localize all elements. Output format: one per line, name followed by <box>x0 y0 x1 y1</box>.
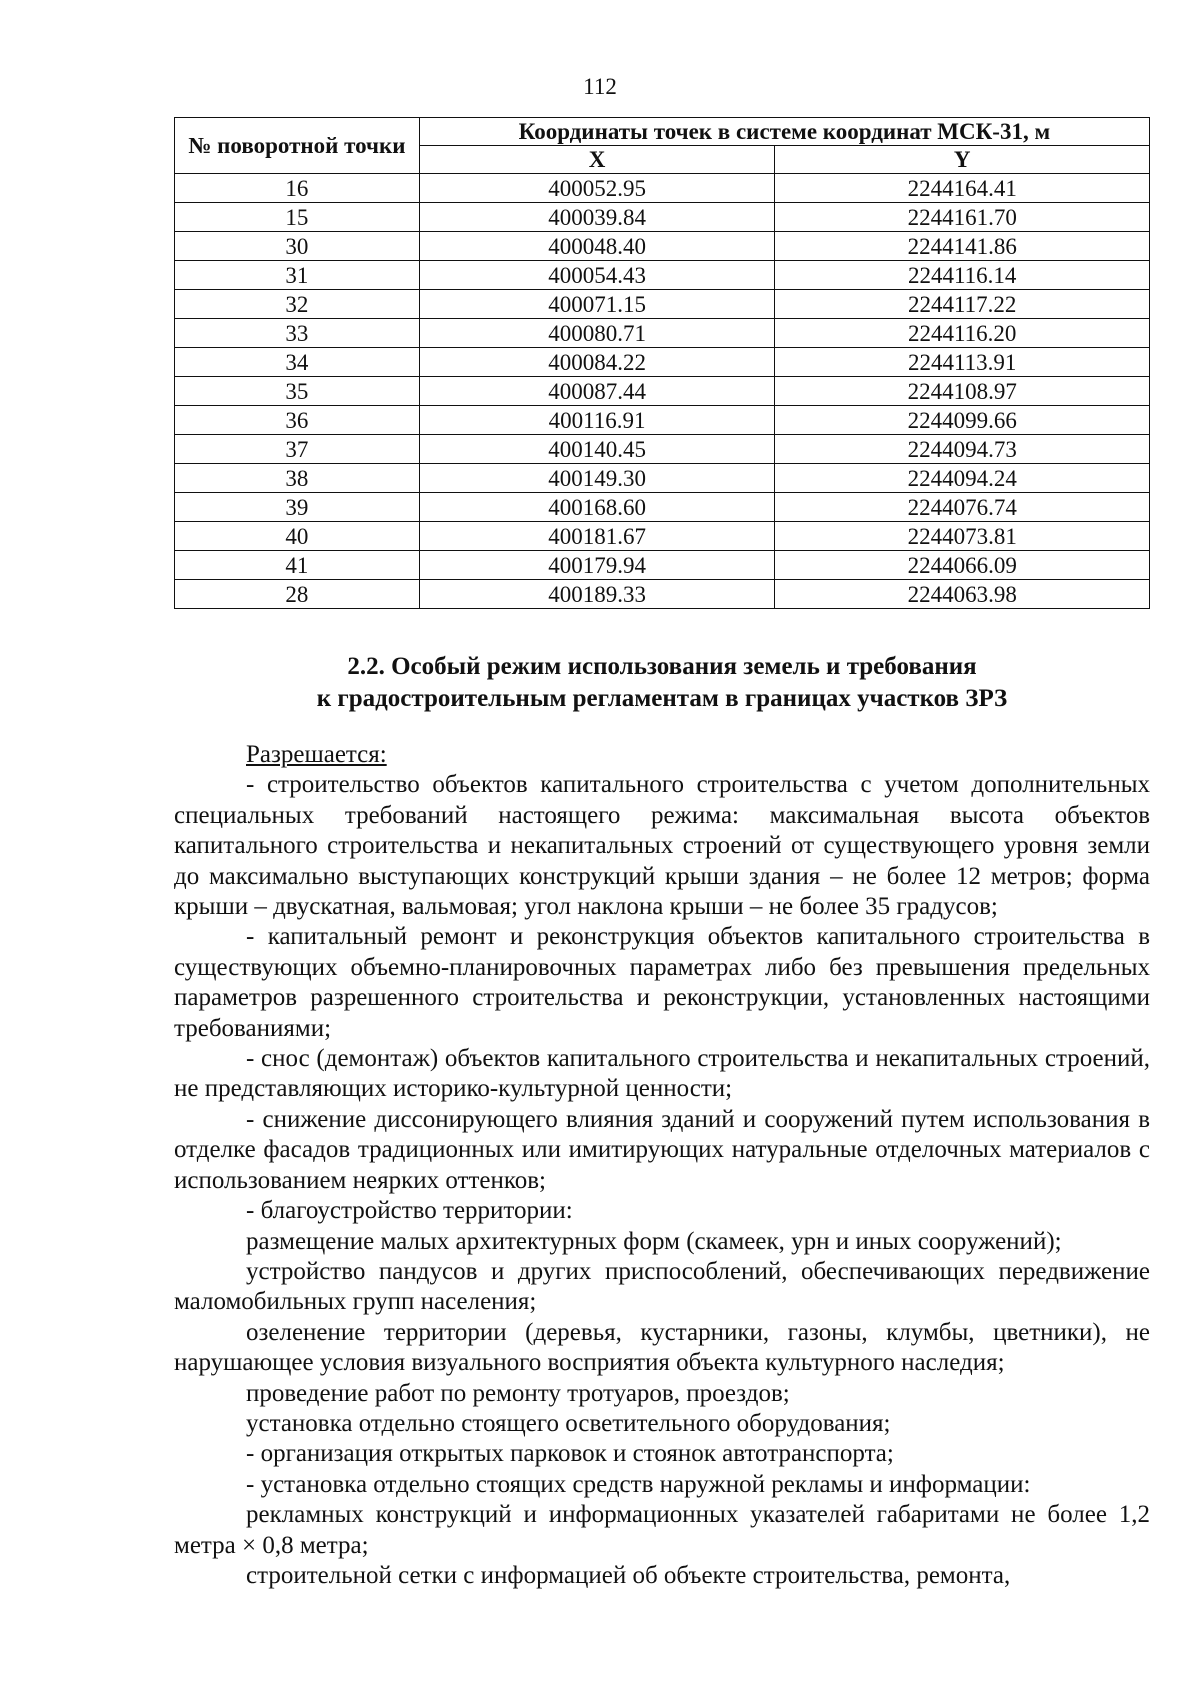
header-coordinates: Координаты точек в системе координат МСК-31, м <box>419 118 1149 146</box>
point-number: 40 <box>175 522 420 551</box>
table-row <box>175 174 1150 203</box>
coord-x: 400181.67 <box>419 522 775 551</box>
paragraph: - снижение диссонирующего влияния зданий и сооружений путем использования в отделке фасадов традиционных или имитирующих натуральные отделочных материалов с использованием неярких оттенков; <box>174 1105 1150 1194</box>
point-number: 36 <box>175 406 420 435</box>
point-number: 31 <box>175 261 420 290</box>
paragraph: установка отдельно стоящего осветительного оборудования; <box>246 1409 891 1437</box>
coord-x: 400179.94 <box>419 551 775 580</box>
coord-y: 2244116.14 <box>775 261 1150 290</box>
section-title-line: к градостроительным регламентам в границах участков ЗРЗ <box>316 685 1008 712</box>
table-row <box>175 348 1150 377</box>
coord-y: 2244094.24 <box>775 464 1150 493</box>
table-row <box>175 232 1150 261</box>
table-row <box>175 522 1150 551</box>
paragraph: рекламных конструкций и информационных указателей габаритами не более 1,2 метра × 0,8 метра; <box>174 1501 1150 1559</box>
coord-y: 2244116.20 <box>775 319 1150 348</box>
paragraph: - капитальный ремонт и реконструкция объектов капитального строительства в существующих объемно-планировочных параметрах либо без превышения предельных параметров разрешенного строительства и реконструкции, установленных настоящими требованиями; <box>174 923 1150 1042</box>
paragraph: размещение малых архитектурных форм (скамеек, урн и иных сооружений); <box>246 1227 1062 1255</box>
table-row <box>175 435 1150 464</box>
table-row <box>175 406 1150 435</box>
table-row <box>175 203 1150 232</box>
body-text <box>174 740 1150 1591</box>
point-number: 41 <box>175 551 420 580</box>
header-y: Y <box>775 146 1150 174</box>
table-row <box>175 290 1150 319</box>
paragraph: устройство пандусов и других приспособлений, обеспечивающих передвижение маломобильных групп населения; <box>174 1257 1150 1316</box>
point-number: 15 <box>175 203 420 232</box>
coord-y: 2244164.41 <box>775 174 1150 203</box>
paragraph: - организация открытых парковок и стоянок автотранспорта; <box>246 1440 894 1468</box>
paragraph: - снос (демонтаж) объектов капитального строительства и некапитальных строений, не представляющих историко-культурной ценности; <box>174 1045 1150 1103</box>
point-number: 38 <box>175 464 420 493</box>
table-row <box>175 464 1150 493</box>
table-row <box>175 377 1150 406</box>
paragraph: озеленение территории (деревья, кустарники, газоны, клумбы, цветники), не нарушающее условия визуального восприятия объекта культурного наследия; <box>174 1318 1150 1377</box>
coord-y: 2244161.70 <box>775 203 1150 232</box>
table-row <box>175 319 1150 348</box>
allowed-label: Разрешается: <box>246 741 387 768</box>
table-row <box>175 580 1150 609</box>
point-number: 16 <box>175 174 420 203</box>
table-row <box>175 493 1150 522</box>
coord-y: 2244094.73 <box>775 435 1150 464</box>
coord-x: 400048.40 <box>419 232 775 261</box>
coord-x: 400084.22 <box>419 348 775 377</box>
point-number: 34 <box>175 348 420 377</box>
point-number: 37 <box>175 435 420 464</box>
point-number: 32 <box>175 290 420 319</box>
table-row <box>175 551 1150 580</box>
coord-x: 400080.71 <box>419 319 775 348</box>
point-number: 30 <box>175 232 420 261</box>
coord-x: 400149.30 <box>419 464 775 493</box>
paragraph: - установка отдельно стоящих средств наружной рекламы и информации: <box>246 1470 1031 1498</box>
paragraph: проведение работ по ремонту тротуаров, проездов; <box>246 1379 790 1407</box>
header-point-number: № поворотной точки <box>175 118 420 174</box>
coord-y: 2244141.86 <box>775 232 1150 261</box>
coordinates-table <box>174 117 1150 609</box>
coord-y: 2244108.97 <box>775 377 1150 406</box>
coord-x: 400039.84 <box>419 203 775 232</box>
coord-x: 400189.33 <box>419 580 775 609</box>
header-x: X <box>419 146 775 174</box>
table-row <box>175 261 1150 290</box>
point-number: 33 <box>175 319 420 348</box>
coord-y: 2244099.66 <box>775 406 1150 435</box>
coord-y: 2244117.22 <box>775 290 1150 319</box>
point-number: 28 <box>175 580 420 609</box>
page-number: 112 <box>583 74 617 99</box>
coord-y: 2244076.74 <box>775 493 1150 522</box>
section-title-line: 2.2. Особый режим использования земель и требования <box>347 653 977 680</box>
paragraph: - строительство объектов капитального строительства с учетом дополнительных специальных требований настоящего режима: максимальная высота объектов капитального строительства и некапитальных строений от существующего уровня земли до максимально выступающих конструкций крыши здания – не более 12 метров; форма крыши – двускатная, вальмовая; угол наклона крыши – не более 35 градусов; <box>174 771 1150 921</box>
coord-x: 400116.91 <box>419 406 775 435</box>
coord-y: 2244063.98 <box>775 580 1150 609</box>
coord-x: 400052.95 <box>419 174 775 203</box>
section-title <box>174 651 1150 715</box>
paragraph: строительной сетки с информацией об объекте строительства, ремонта, <box>246 1561 1011 1589</box>
coord-y: 2244113.91 <box>775 348 1150 377</box>
coord-x: 400071.15 <box>419 290 775 319</box>
coord-y: 2244066.09 <box>775 551 1150 580</box>
point-number: 39 <box>175 493 420 522</box>
coord-x: 400168.60 <box>419 493 775 522</box>
coord-y: 2244073.81 <box>775 522 1150 551</box>
allowed-label-paragraph <box>174 740 1150 770</box>
coord-x: 400054.43 <box>419 261 775 290</box>
point-number: 35 <box>175 377 420 406</box>
coord-x: 400087.44 <box>419 377 775 406</box>
paragraph: - благоустройство территории: <box>246 1197 573 1225</box>
coord-x: 400140.45 <box>419 435 775 464</box>
